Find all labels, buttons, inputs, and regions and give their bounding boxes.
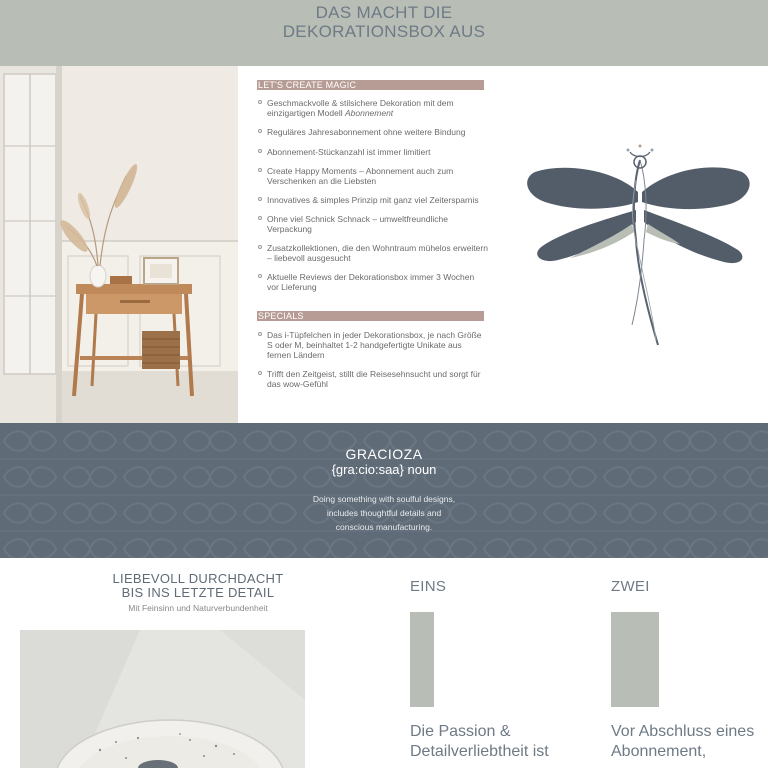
column-heading-zwei: ZWEI: [611, 578, 650, 595]
list-item: [258, 330, 488, 360]
bullet-icon: [258, 371, 262, 375]
section-title-magic: LET'S CREATE MAGIC: [257, 80, 484, 90]
brand-phonetic: {gra:cio:saa} noun: [331, 462, 437, 477]
list-item: [258, 214, 488, 234]
list-item: [258, 127, 488, 137]
brand-band: [0, 423, 768, 558]
list-item-text: Geschmackvolle & stilsichere Dekoration mit dem einzigartigen Modell: [267, 98, 454, 118]
bullet-icon: [258, 332, 262, 336]
bullet-icon: [258, 149, 262, 153]
list-item: [258, 272, 488, 292]
section-title-specials: SPECIALS: [257, 311, 484, 321]
plate-illustration: [20, 630, 305, 768]
column-text-zwei: Vor Abschluss eines Abonnement,: [611, 723, 755, 760]
list-item: [258, 98, 488, 118]
hero-banner: [0, 0, 768, 66]
bullet-icon: [258, 274, 262, 278]
list-item-text: Das i-Tüpfelchen in jeder Dekorationsbox, je nach Größe S oder M, beinhaltet 1-2 handgefertigte Unikate aus fernen Ländern: [267, 330, 482, 360]
column-accent-block: [410, 612, 434, 707]
bullet-icon: [258, 168, 262, 172]
list-item-text: Innovatives & simples Prinzip mit ganz viel Zeitersparnis: [267, 195, 479, 205]
bullet-icon: [258, 129, 262, 133]
interior-photo: [0, 66, 238, 423]
column-text-eins: Die Passion & Detailverliebtheit ist: [410, 723, 549, 760]
list-item-text: Ohne viel Schnick Schnack – umweltfreundliche Verpackung: [267, 214, 448, 234]
hero-title: DAS MACHT DIE DEKORATIONSBOX AUS: [282, 3, 486, 41]
column-accent-block: [611, 612, 659, 707]
list-item-text: Trifft den Zeitgeist, stillt die Reisesehnsucht und sorgt für das wow-Gefühl: [267, 369, 481, 389]
dragonfly-logo-illustration: [520, 140, 755, 355]
detail-section-subtitle: Mit Feinsinn und Naturverbundenheit: [128, 603, 268, 613]
interior-illustration: [0, 66, 238, 423]
list-item: [258, 147, 488, 157]
leaf-pattern-background: [0, 423, 768, 558]
list-item-text: Reguläres Jahresabonnement ohne weitere Bindung: [267, 127, 466, 137]
bullet-icon: [258, 245, 262, 249]
list-item: [258, 369, 488, 389]
list-item: [258, 243, 488, 263]
list-item: [258, 195, 488, 205]
detail-section-title: LIEBEVOLL DURCHDACHT BIS INS LETZTE DETAIL: [112, 571, 284, 600]
list-item-text: Create Happy Moments – Abonnement auch zum Verschenken an die Liebsten: [267, 166, 454, 186]
list-item-text: Aktuelle Reviews der Dekorationsbox immer 3 Wochen vor Lieferung: [267, 272, 475, 292]
brand-name: GRACIOZA: [345, 446, 423, 462]
list-item-emphasis: Abonnement: [344, 108, 394, 118]
bullet-icon: [258, 216, 262, 220]
bullet-icon: [258, 100, 262, 104]
list-item: [258, 166, 488, 186]
list-item-text: Abonnement-Stückanzahl ist immer limitiert: [267, 147, 431, 157]
list-item-text: Zusatzkollektionen, die den Wohntraum mühelos erweitern – liebevoll ausgesucht: [267, 243, 488, 263]
brand-description: Doing something with soulful designs, includes thoughtful details and conscious manufacturing.: [312, 494, 456, 532]
column-heading-eins: EINS: [410, 578, 447, 595]
plate-photo: [20, 630, 305, 768]
bullet-icon: [258, 197, 262, 201]
